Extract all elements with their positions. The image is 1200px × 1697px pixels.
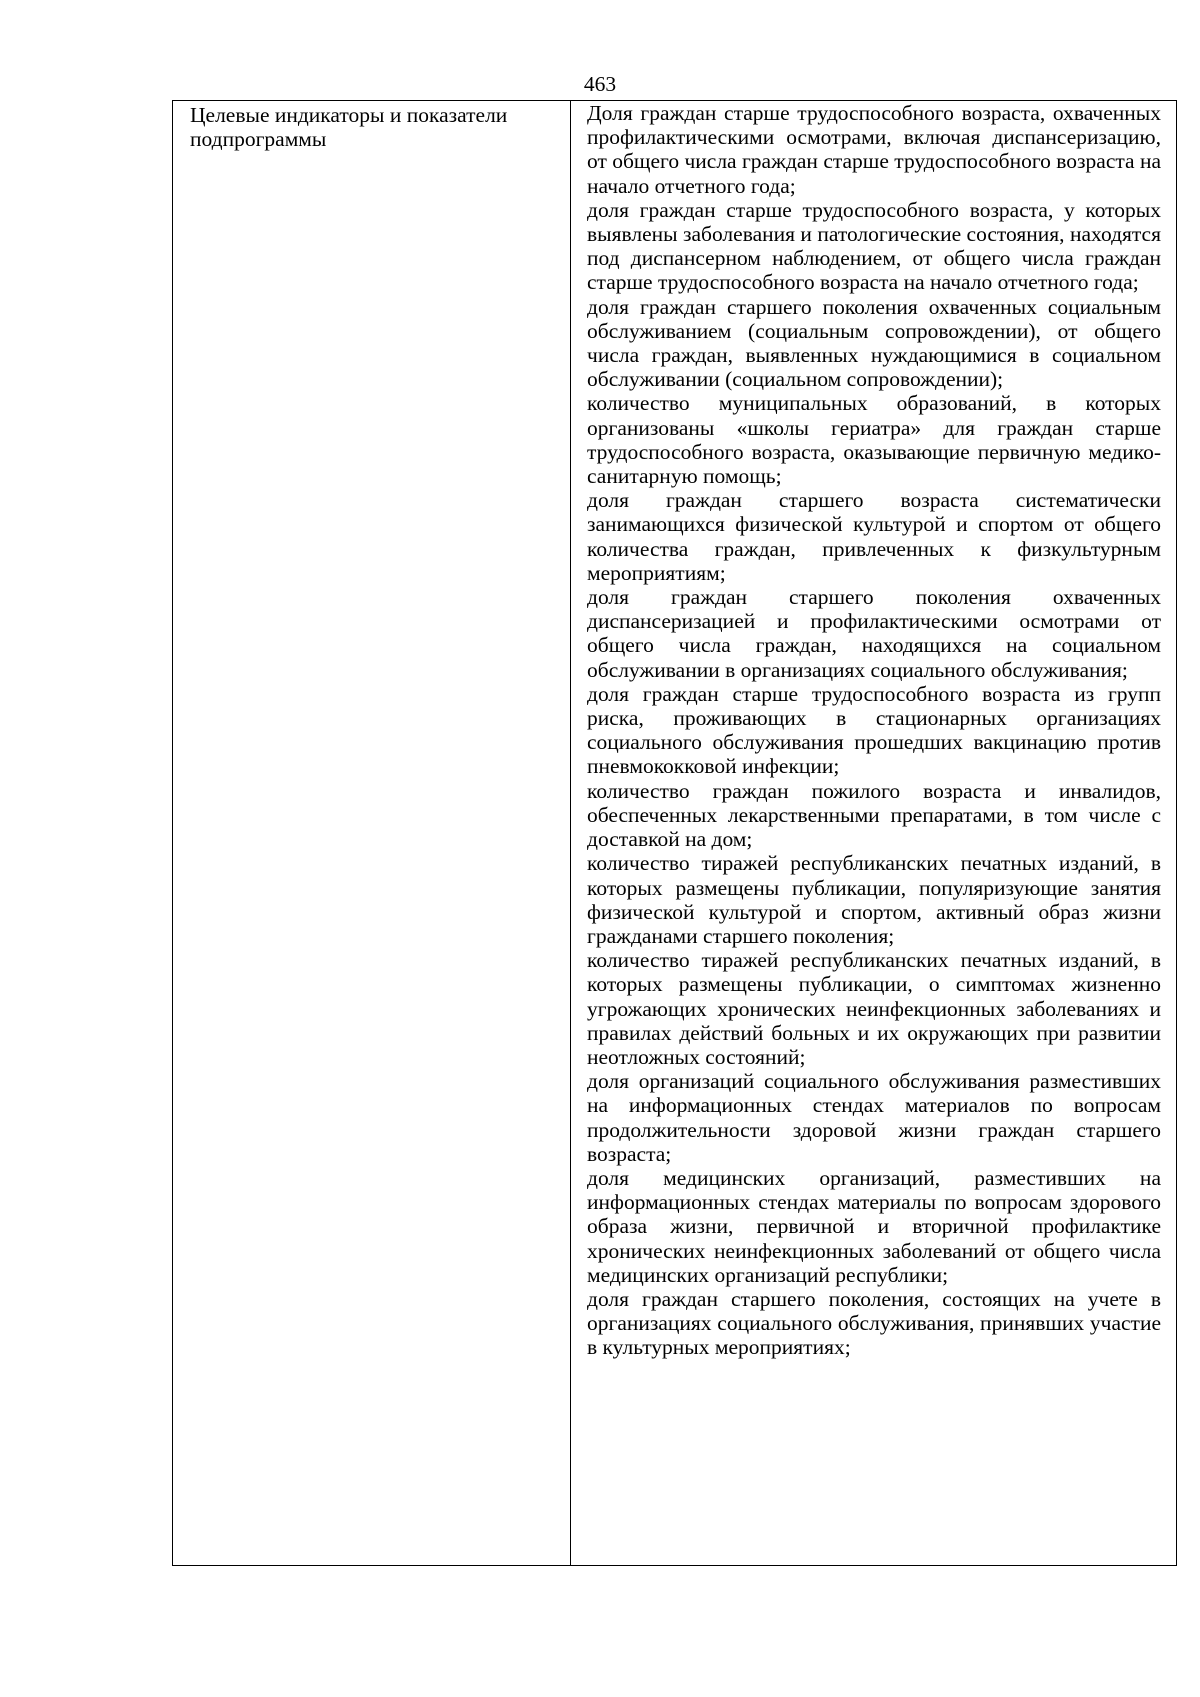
label-cell bbox=[173, 101, 571, 1566]
indicator-item: доля граждан старшего возраста систематически занимающихся физической культурой и спортом от общего количества граждан, привлеченных к физкультурным мероприятиям; bbox=[587, 488, 1161, 585]
indicator-item: доля граждан старше трудоспособного возраста из групп риска, проживающих в стационарных организациях социального обслуживания прошедших вакцинацию против пневмококковой инфекции; bbox=[587, 681, 1161, 779]
table-row bbox=[173, 101, 1177, 1566]
page-number: 463 bbox=[583, 72, 617, 96]
indicator-item: количество тиражей республиканских печатных изданий, в которых размещены публикации, о симптомах жизненно угрожающих хронических неинфекционных заболеваниях и правилах действий больных и их окружающих при развитии неотложных состояний; bbox=[587, 948, 1161, 1069]
indicator-item: доля граждан старше трудоспособного возраста, у которых выявлены заболевания и патологические состояния, находятся под диспансерном наблюдением, от общего числа граждан старше трудоспособного возраста на начало отчетного года; bbox=[587, 197, 1161, 295]
indicator-item: количество граждан пожилого возраста и инвалидов, обеспеченных лекарственными препаратами, в том числе с доставкой на дом; bbox=[587, 778, 1161, 852]
indicator-item: доля граждан старшего поколения охваченных социальным обслуживанием (социальным сопровождении), от общего числа граждан, выявленных нуждающимися в социальном обслуживании (социальном сопровождении); bbox=[587, 294, 1161, 392]
indicator-item: количество муниципальных образований, в которых организованы «школы гериатра» для граждан старше трудоспособного возраста, оказывающие первичную медико-санитарную помощь; bbox=[587, 391, 1161, 489]
indicator-item: доля граждан старшего поколения, состоящих на учете в организациях социального обслуживания, принявших участие в культурных мероприятиях; bbox=[587, 1286, 1161, 1360]
indicator-item: доля граждан старшего поколения охваченных диспансеризацией и профилактическими осмотрами от общего числа граждан, находящихся на социальном обслуживании в организациях социального обслуживания; bbox=[587, 585, 1161, 682]
indicator-item: количество тиражей республиканских печатных изданий, в которых размещены публикации, популяризующие занятия физической культурой и спортом, активный образ жизни гражданами старшего поколения; bbox=[587, 851, 1161, 948]
indicator-item: Доля граждан старше трудоспособного возраста, охваченных профилактическими осмотрами, включая диспансеризацию, от общего числа граждан старше трудоспособного возраста на начало отчетного года; bbox=[587, 101, 1161, 198]
section-label: Целевые индикаторы и показатели подпрограммы bbox=[190, 103, 508, 152]
indicator-item: доля организаций социального обслуживания разместивших на информационных стендах материалов по вопросам продолжительности здоровой жизни граждан старшего возраста; bbox=[587, 1069, 1161, 1166]
indicator-item: доля медицинских организаций, разместивших на информационных стендах материалы по вопросам здорового образа жизни, первичной и вторичной профилактике хронических неинфекционных заболеваний от общего числа медицинских организаций республики; bbox=[587, 1165, 1161, 1287]
program-table bbox=[172, 100, 1177, 1566]
indicators-cell bbox=[571, 101, 1177, 1566]
